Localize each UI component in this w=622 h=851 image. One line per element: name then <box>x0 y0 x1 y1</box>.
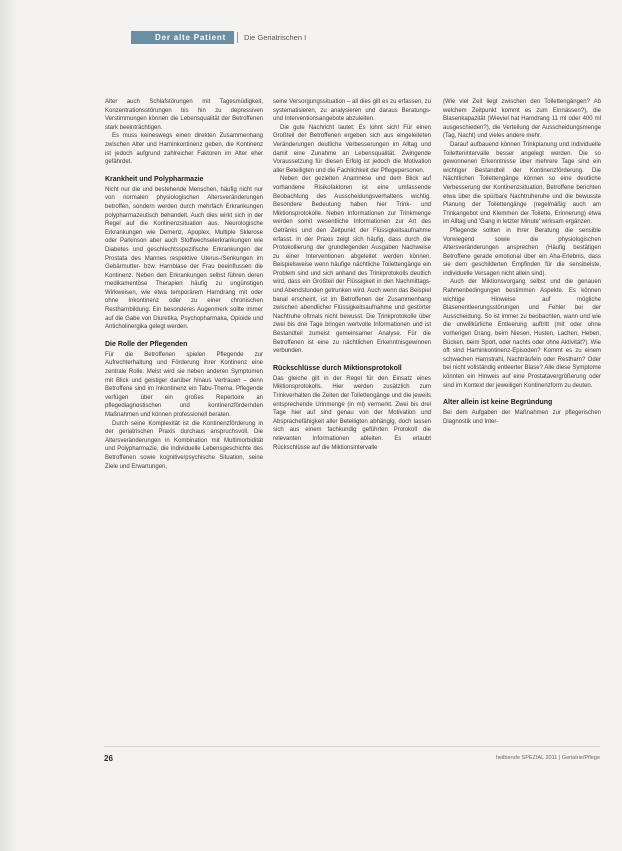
paragraph: (Wie viel Zeit liegt zwischen den Toilettengängen? Ab welchem Zeitpunkt kommt es zum Einnässen?), die Blasenkapazität (Wieviel hat Harndrang 11 ml oder 400 ml ausgeschieden?), die Verteilung der Ausscheidungsmenge (Tag, Nacht) und vieles andere mehr. <box>443 99 601 140</box>
paragraph: Für die Betroffenen spielen Pflegende zur Aufrechterhaltung und Förderung ihrer Kontinenz eine zentrale Rolle. Meist wird sie neben anderen Symptomen mit Blick und geistiger darüber hinaus Vertrauen – denn Betroffene sind im Inkontinenz ein Tabu-Thema. Pflegende verfügen über ein großes Repertoire an pflegediagnostischen und kontinenzfördernden Maßnahmen und können professionell beraten. <box>105 351 263 418</box>
paragraph: Nicht nur die und bestehende Menschen, häufig nicht nur von normalen physiologischen Altersveränderungen betroffen, sondern werden durch mehrfach Erkrankungen polypharmazeutisch behandelt. Auch dies wirkt sich in der Regel auf die Kontinenzsituation aus. Neurologische Erkrankungen wie Demenz, Apoplex, Multiple Sklerose oder Parkinson aber auch Stoffwechselerkrankungen wie Diabetes und geschlechtsspezifische Erkrankungen der Prostata des Mannes respektive Uterus-/Senkungen im Gebärmutter- bzw. Harnblase der Frau beeinflussen die Kontinenz. Neben den Erkrankungen selbst führen deren medikamentöse Therapien häufig zu ungünstigen Wirkweisen, wie etwa temporärem Harndrang mit oder ohne Inkontinenz oder zu einer chronischen Restharnbildung. Ein besonderes Augenmerk sollte immer auf die Gabe von Diuretika, Psychopharmaka, Opioide und Anticholinergika gelegt werden. <box>105 186 263 331</box>
paragraph: Auch der Miktionsvorgang selbst und die genauen Rahmenbedingungen bestimmen Aspekte. Es können wichtige Hinweise auf mögliche Blasenentleerungsstörungen und Fehler bei der Ausscheidung. So ist immer zu beobachten, wann und wie die unwillkürliche Entleerung auftritt (mit oder ohne vorherigen Drang, beim Niesen, Husten, Lachen, Heben, Bücken, beim Sport, oder nachts oder ohne Aktivität?). Wie oft sind Harninkontinenz-Episoden? Kommt es zu einem schwachen Harnstrahl, Nachträufeln oder Restharn? Oder bei nicht vollständig entleerter Blase? Alle diese Symptome könnten ein Hinweis auf eine Prostatavergrößerung oder sind im Kontext der jeweiligen Kontinenzform zu deuten. <box>443 279 601 389</box>
column-2 <box>273 98 431 734</box>
paragraph: Bei dem Aufgaben der Maßnahmen zur pflegerischen Diagnostik und Inter- <box>443 410 601 425</box>
page-number: 26 <box>104 753 113 763</box>
paragraph: Durch seine Komplexität ist die Kontinenzförderung in der geriatrischen Praxis durchaus anspruchsvoll. Die Altersveränderungen in Kombination mit Multimorbidität und Polypharmazie, die individuelle Lebensgeschichte des Betroffenen sowie kognitive/psychische Situation, seine Ziele und Erwartungen, <box>105 420 263 470</box>
paragraph: Es muss keineswegs einen direkten Zusammenhang zwischen Alter und Harninkontinenz geben, die Kontinenz ist jedoch aufgrund zahlreicher Faktoren im Alter eher gefährdet. <box>105 133 263 166</box>
column-3 <box>443 98 601 734</box>
paragraph: seine Versorgungssituation – all dies gilt es zu erfassen, zu systematisieren, zu analysieren und daraus Beratungs- und Interventionsangebote abzuleiten. <box>273 99 431 123</box>
section-subtitle: Die Geriatrischen I <box>237 32 306 43</box>
subheading: Krankheit und Polypharmazie <box>105 175 204 183</box>
subheading: Rückschlüsse durch Miktionsprotokoll <box>273 364 402 372</box>
paragraph: Das gleiche gilt in der Regel für den Einsatz eines Miktionsprotokolls. Hier werden zusätzlich zum Trinkverhalten die Zeiten der Toilettengänge und die jeweils entsprechende Urinmenge (in ml) vermerkt. Zwei bis drei Tage hier auf sind genau von der Motivation und Absprachefähigkeit aller Beteiligten abhängig, doch lassen sich aus einem fachkundig geführten Protokoll die relevanten Informationen ableiten. Es erlaubt Rückschlüsse auf die Miktionsintervalle <box>273 375 431 451</box>
journal-credit: heilberufe SPEZIAL 2011 | Geriatrie/Pflege <box>495 755 600 761</box>
paragraph: Darauf aufbauend können Trinkplanung und individuelle Toilettenintervalle besser angelegt werden. Die so gewonnenen Erkenntnisse über mehrere Tage sind ein wichtiger Bestandteil der Kontinenzförderung. Die Nächtlichen Toilettengänge können so eine deutliche Verbesserung der Kontinenzsituation, Betroffene berichten etwa über die spürbare Nachtruheruhe und die bewusste Planung der Toilettengänge (regelmäßig auch am Trinkangebot und Klemmen der Toilette, Erinnerung) etwa im Alltag und 'Gang in letzter Minute' wirksam ergänzen. <box>443 141 601 226</box>
column-1 <box>105 98 263 734</box>
subheading: Alter allein ist keine Begründung <box>443 399 553 407</box>
paragraph: Alter auch Schlafstörungen mit Tagesmüdigkeit, Konzentrationsstörungen bis hin zu depressiven Verstimmungen können die Lebensqualität der Betroffenen stark beeinträchtigen. <box>105 99 263 131</box>
section-title: Der alte Patient <box>131 31 234 44</box>
paragraph: Die gute Nachricht lautet: Es lohnt sich! Für einen Großteil der Betroffenen ergeben sich aus eingeleiteten Veränderungen deutliche Verbesserungen im Alltag und damit eine Zunahme an Lebensqualität. Zwingende Voraussetzung für diesen Erfolg ist jedoch die Motivation aller Beteiligten und die Fachlichkeit der Pflegepersonen. <box>273 124 431 174</box>
paragraph: Neben der gezielten Anamnese und dem Blick auf vorhandene Risikofaktoren ist eine umfassende Beobachtung des Ausscheidungsverhaltens wichtig. Besondere Bedeutung haben hier Trink- und Miktionsprotokolle. Neben Informationen zur Trinkmenge werden somit wesentliche Informationen zur Art des Getränks und den Zeitpunkt der Flüssigkeitsaufnahme erfasst. In der Praxis zeigt sich häufig, dass durch die Protokollierung der grundlegenden Ausgaben Nachweise zu einer Interventionen abgeleitet werden können. Beispielsweise wenn häufige nächtliche Toilettengänge ein Problem sind und sich anhand des Trinkprotokolls deutlich wird, dass ein Großteil der Flüssigkeit in den Nachmittags- und Abendstunden getrunken wird. Auch wenn das Beispiel banal erscheint, ist im Betroffenen der Zusammenhang zwischen abendlicher Flüssigkeitsaufnahme und gestörter Nachtruhe oftmals nicht bewusst. Die Trinkprotokolle über zwei bis drei Tage bringen wertvolle Informationen und ist Bestandteil zumeist gemeinsamer Analyse. Für die Betroffenen ist eine zu nächtlichen Erkenntnisgewinnen verbunden. <box>273 176 431 355</box>
paragraph: Pflegende sollten in ihrer Beratung die sensible Vorwiegend sowie die physiologischen Altersveränderungen ansprechen (Häufig bestätigen Betroffene gerade emotional über ein Aha-Erlebnis, dass sie dem geschilderten Empfinden für die sensibelste, individuelle Versagen nicht allein sind). <box>443 227 601 277</box>
page-footer <box>104 746 600 763</box>
subheading: Die Rolle der Pflegenden <box>105 340 188 348</box>
running-header <box>131 31 620 44</box>
article-body <box>105 98 601 734</box>
page-gutter-shadow <box>0 0 18 851</box>
